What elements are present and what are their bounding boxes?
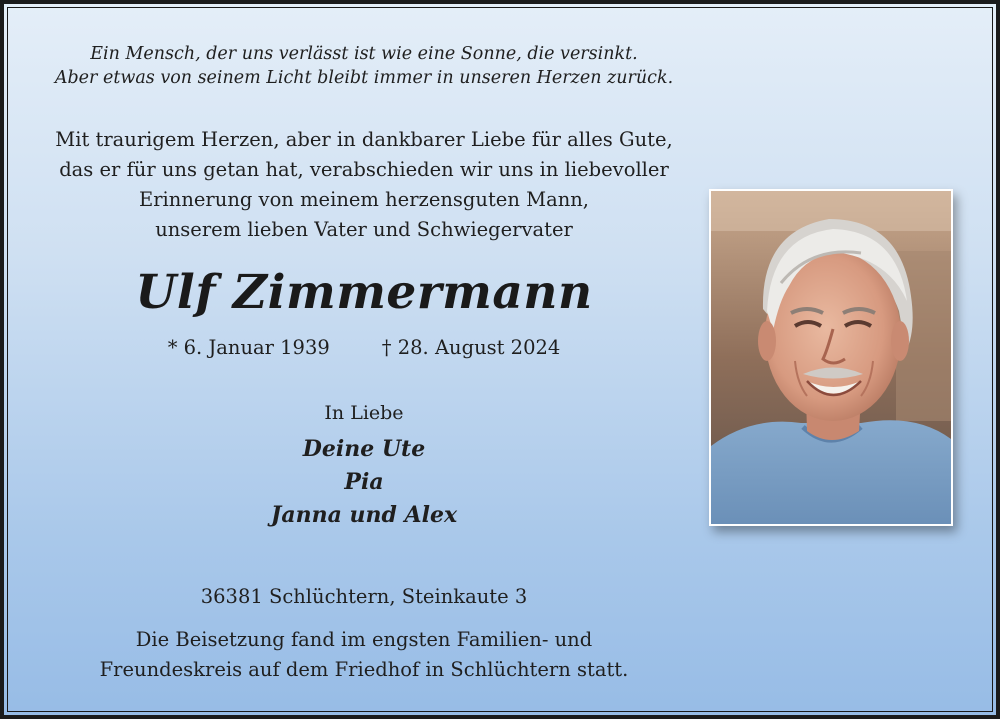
- intro-line: das er für uns getan hat, verabschieden wir uns in liebevoller: [59, 158, 669, 181]
- family-address: 36381 Schlüchtern, Steinkaute 3: [200, 585, 528, 608]
- intro-line: Erinnerung von meinem herzensguten Mann,: [138, 188, 590, 211]
- mourners-list: [4, 433, 724, 532]
- birth-date: * 6. Januar 1939: [167, 336, 330, 359]
- portrait-illustration: [711, 191, 951, 524]
- intro-text: [4, 125, 724, 245]
- intro-line: unserem lieben Vater und Schwiegervater: [155, 218, 573, 241]
- portrait-photo: [709, 189, 953, 526]
- intro-line: Mit traurigem Herzen, aber in dankbarer Liebe für alles Gute,: [55, 128, 673, 151]
- motto-line: Aber etwas von seinem Licht bleibt immer in unseren Herzen zurück.: [54, 68, 674, 88]
- notice-line: Die Beisetzung fand im engsten Familien- und: [135, 628, 593, 651]
- motto-quote: [4, 42, 724, 90]
- death-date: † 28. August 2024: [381, 336, 561, 359]
- mourners-label: In Liebe: [324, 402, 404, 424]
- mourner-name: Janna und Alex: [270, 502, 458, 528]
- mourner-name: Pia: [344, 469, 384, 495]
- notice-line: Freundeskreis auf dem Friedhof in Schlüchtern statt.: [99, 658, 629, 681]
- burial-notice: [4, 625, 724, 685]
- mourner-name: Deine Ute: [302, 436, 426, 462]
- life-dates: [4, 334, 724, 362]
- motto-line: Ein Mensch, der uns verlässt ist wie eine Sonne, die versinkt.: [90, 44, 638, 64]
- deceased-name: Ulf Zimmermann: [135, 265, 593, 320]
